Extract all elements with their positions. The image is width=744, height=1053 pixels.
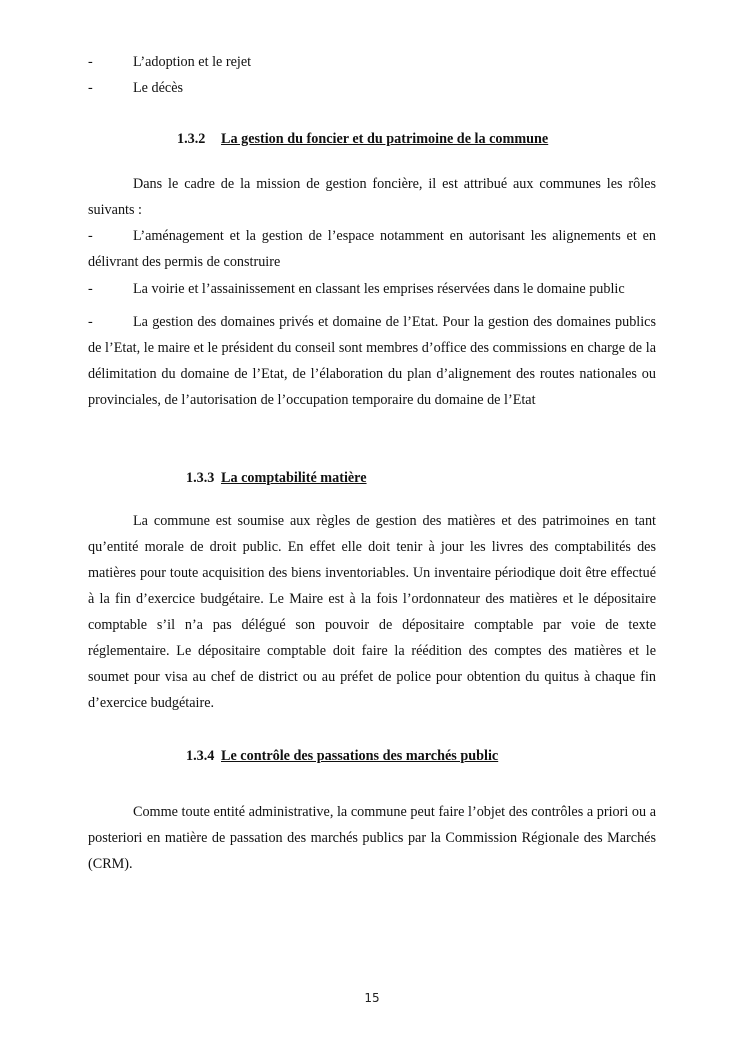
bullet-text: L’aménagement et la gestion de l’espace notamment en autorisant les alignements et en délivrant des permis de construire [88, 228, 656, 270]
list-marker: - [88, 228, 93, 244]
section-body: Comme toute entité administrative, la commune peut faire l’objet des contrôles a priori ou a posteriori en matière de passation des marchés publics par la Commission Régionale des Marchés (CRM). [88, 804, 656, 872]
section-number: 1.3.4 [186, 748, 215, 764]
list-item: Le décès [133, 80, 184, 96]
section-heading-1-3-3 [186, 468, 367, 488]
section-title: La comptabilité matière [221, 470, 367, 486]
section-heading-1-3-4 [186, 746, 498, 766]
list-marker: - [88, 314, 93, 330]
list-marker: - [88, 281, 93, 297]
section-intro: Dans le cadre de la mission de gestion foncière, il est attribué aux communes les rôles suivants : [88, 176, 656, 218]
list-item: L’adoption et le rejet [133, 54, 252, 70]
section-title: La gestion du foncier et du patrimoine de la commune [221, 131, 549, 147]
list-marker: - [88, 54, 93, 70]
section-number: 1.3.2 [177, 131, 206, 147]
list-marker: - [88, 80, 93, 96]
section-number: 1.3.3 [186, 470, 215, 486]
section-title: Le contrôle des passations des marchés public [221, 748, 499, 764]
section-body: La commune est soumise aux règles de gestion des matières et des patrimoines en tant qu’entité morale de droit public. En effet elle doit tenir à jour les livres des comptabilités des matières pour toute acquisition des biens inventoriables. Un inventaire périodique doit être effectué à la fin d’exercice budgétaire. Le Maire est à la fois l’ordonnateur des matières et le dépositaire comptable s’il n’a pas délégué son pouvoir de dépositaire comptable par voie de texte réglementaire. Le dépositaire comptable doit faire la réédition des comptes des matières et le soumet pour visa au chef de district ou au préfet de police pour obtention du quitus à chaque fin d’exercice budgétaire. [88, 513, 656, 711]
page-number: 15 [364, 991, 380, 1005]
bullet-text: La voirie et l’assainissement en classant les emprises réservées dans le domaine public [133, 281, 625, 297]
bullet-text: La gestion des domaines privés et domaine de l’Etat. Pour la gestion des domaines publics de l’Etat, le maire et le président du conseil sont membres d’office des commissions en charge de la délimitation du domaine de l’Etat, de l’élaboration du plan d’alignement des routes nationales ou provinciales, de l’autorisation de l’occupation temporaire du domaine de l’Etat [88, 314, 656, 408]
section-heading-1-3-2 [177, 129, 548, 149]
